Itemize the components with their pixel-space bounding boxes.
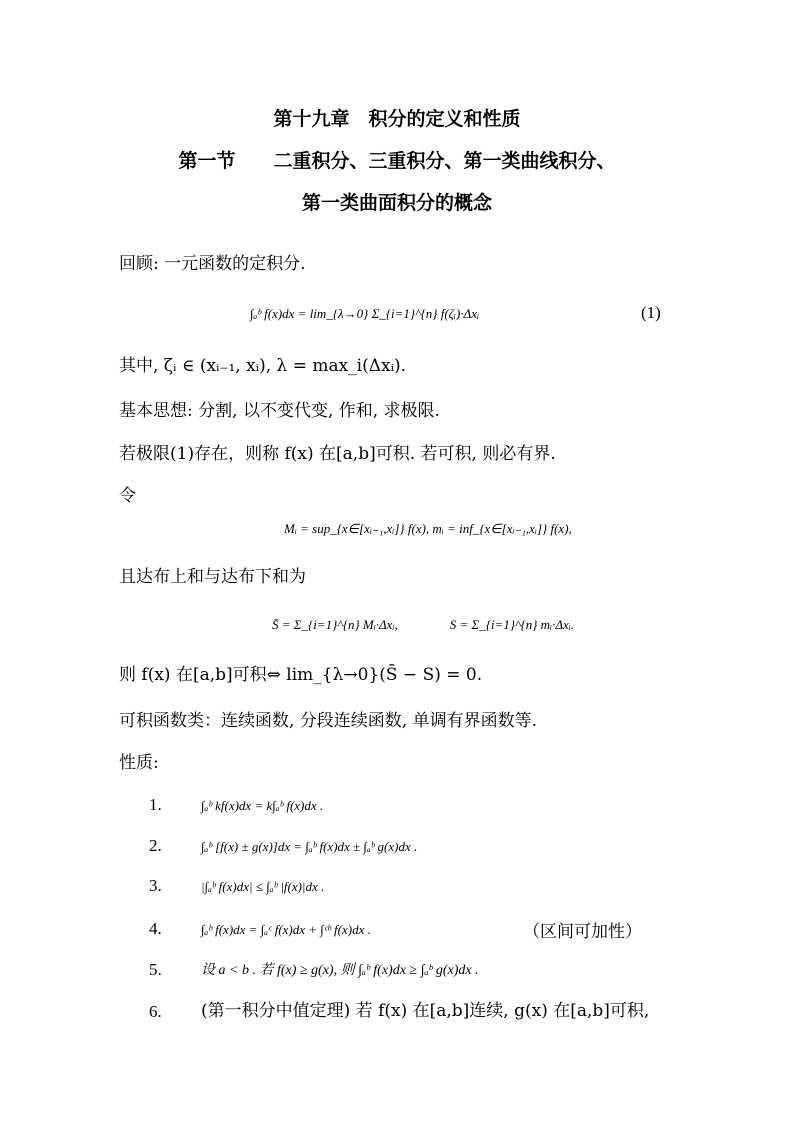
integrable-line: 若极限(1)存在，则称 f(x) 在[a,b]可积. 若可积, 则必有界. bbox=[119, 444, 556, 464]
section-title-line2: 第一类曲面积分的概念 bbox=[301, 192, 492, 214]
property-6-text: (第一积分中值定理) 若 f(x) 在[a,b]连续, g(x) 在[a,b]可积, bbox=[201, 1001, 650, 1021]
property-5-formula: 设 a < b . 若 f(x) ≥ g(x), 则 ∫ₐᵇ f(x)dx ≥ ∫ₐᵇ g(x)dx . bbox=[201, 963, 479, 978]
property-1-number: 1. bbox=[149, 795, 162, 814]
let-line: 令 bbox=[119, 486, 136, 506]
property-4-note: （区间可加性） bbox=[523, 922, 642, 942]
property-3-number: 3. bbox=[149, 876, 162, 895]
where-line: 其中, ζᵢ ∈ (xᵢ₋₁, xᵢ), λ = max_i(Δxᵢ). bbox=[119, 356, 407, 376]
review-line: 回顾: 一元函数的定积分. bbox=[119, 254, 306, 274]
property-4-formula: ∫ₐᵇ f(x)dx = ∫ₐᶜ f(x)dx + ∫ᶜᵇ f(x)dx . bbox=[201, 922, 371, 937]
basic-idea-line: 基本思想: 分割, 以不变代变, 作和, 求极限. bbox=[119, 401, 440, 421]
property-1-formula: ∫ₐᵇ kf(x)dx = k∫ₐᵇ f(x)dx . bbox=[201, 798, 324, 813]
property-2-number: 2. bbox=[149, 836, 162, 855]
property-5-number: 5. bbox=[149, 960, 162, 979]
equation-1: ∫ₐᵇ f(x)dx = lim_{λ→0} Σ_{i=1}^{n} f(ζᵢ)·Δxᵢ bbox=[250, 306, 480, 321]
property-6-number: 6. bbox=[149, 1002, 162, 1021]
property-4-number: 4. bbox=[149, 919, 162, 938]
darboux-line: 且达布上和与达布下和为 bbox=[119, 567, 306, 587]
sup-inf-equation: Mᵢ = sup_{x∈[xᵢ₋₁,xᵢ]} f(x), mᵢ = inf_{x∈[xᵢ₋₁,xᵢ]} f(x), bbox=[284, 521, 572, 536]
equation-1-number: (1) bbox=[641, 303, 661, 322]
property-2-formula: ∫ₐᵇ [f(x) ± g(x)]dx = ∫ₐᵇ f(x)dx ± ∫ₐᵇ g(x)dx . bbox=[201, 839, 418, 854]
criterion-line: 则 f(x) 在[a,b]可积⇔ lim_{λ→0}(S̄ − S) = 0. bbox=[119, 665, 483, 685]
section-title-line1: 第一节 二重积分、三重积分、第一类曲线积分、 bbox=[178, 150, 616, 172]
property-3-formula: |∫ₐᵇ f(x)dx| ≤ ∫ₐᵇ |f(x)|dx . bbox=[201, 879, 325, 894]
properties-heading: 性质: bbox=[119, 753, 159, 773]
darboux-equation: S̄ = Σ_{i=1}^{n} Mᵢ·Δxᵢ, S = Σ_{i=1}^{n} mᵢ·Δxᵢ. bbox=[272, 617, 575, 632]
chapter-title: 第十九章 积分的定义和性质 bbox=[273, 108, 521, 130]
classes-line: 可积函数类：连续函数, 分段连续函数, 单调有界函数等. bbox=[119, 711, 538, 731]
